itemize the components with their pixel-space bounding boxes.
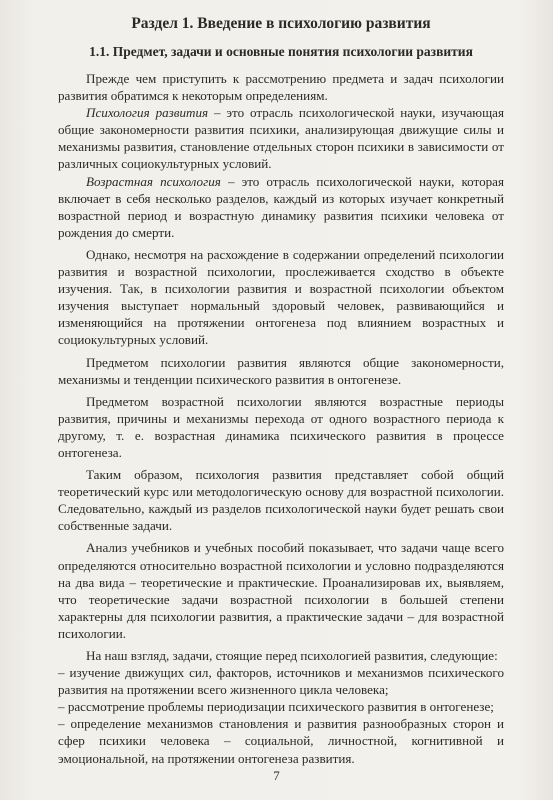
page-number: 7 [273, 768, 280, 783]
section-title: Раздел 1. Введение в психологию развития [131, 15, 431, 32]
paragraph-tasks-analysis: Анализ учебников и учебных пособий показывает, что задачи чаще всего определяются относительно возрастной психологии и условно подразделяются на два вида – теоретические и практические. Проанализировав их, выявляем, что теоретические задачи возрастной психологии в большей степени характерны для психологии развития, а практические задачи – для возрастной психологии. [58, 540, 504, 641]
definition-developmental-psychology: – это отрасль психологической науки, изучающая общие закономерности развития психики, анализирующая движущие силы и механизмы развития, становление отдельных сторон психики в зависимости от различных социокультурных условий. [58, 105, 504, 172]
term-age-psychology: Возрастная психология [86, 173, 221, 189]
paragraph-subject-development: Предметом психологии развития являются общие закономерности, механизмы и тенденции психического развития в онтогенезе. [58, 354, 504, 387]
paragraph-definition-development [58, 104, 504, 172]
definition-age-psychology: – это отрасль психологической науки, которая включает в себя несколько разделов, каждый из которых изучает конкретный возрастной период и возрастную динамику развития психики человека от рождения до смерти. [58, 173, 505, 240]
list-item: – определение механизмов становления и развития разнообразных сторон и сфер психики человека – социальной, личностной, когнитивной и эмоциональной, на протяжении онтогенеза развития. [58, 716, 504, 766]
term-developmental-psychology: Психология развития [86, 105, 209, 121]
paragraph-intro: Прежде чем приступить к рассмотрению предмета и задач психологии развития обратимся к некоторым определениям. [58, 71, 504, 104]
subsection-title: 1.1. Предмет, задачи и основные понятия психологии развития [89, 44, 473, 59]
list-item: – изучение движущих сил, факторов, источников и механизмов психического развития на протяжении всего жизненного цикла человека; [58, 665, 504, 698]
page-content [58, 14, 504, 767]
paragraph-definition-age [58, 173, 504, 241]
paragraph-tasks-intro: На наш взгляд, задачи, стоящие перед психологией развития, следующие: [86, 648, 498, 663]
paragraph-object-of-study: Однако, несмотря на расхождение в содержании определений психологии развития и возрастной психологии, прослеживается сходство в объекте изучения. Так, в психологии развития и возрастной психологии объектом изучения выступает нормальный здоровый человек, развивающийся и изменяющийся на протяжении онтогенеза под влиянием возрастных и социокультурных условий. [58, 246, 504, 348]
paragraph-subject-age: Предметом возрастной психологии являются возрастные периоды развития, причины и механизмы перехода от одного возрастного периода к другому, т. е. возрастная динамика психического развития в процессе онтогенеза. [58, 393, 504, 460]
paragraph-conclusion: Таким образом, психология развития представляет собой общий теоретический курс или методологическую основу для возрастной психологии. Следовательно, каждый из разделов психологической науки будет решать свои собственные задачи. [58, 467, 504, 534]
list-item: – рассмотрение проблемы периодизации психического развития в онтогенезе; [58, 699, 494, 715]
